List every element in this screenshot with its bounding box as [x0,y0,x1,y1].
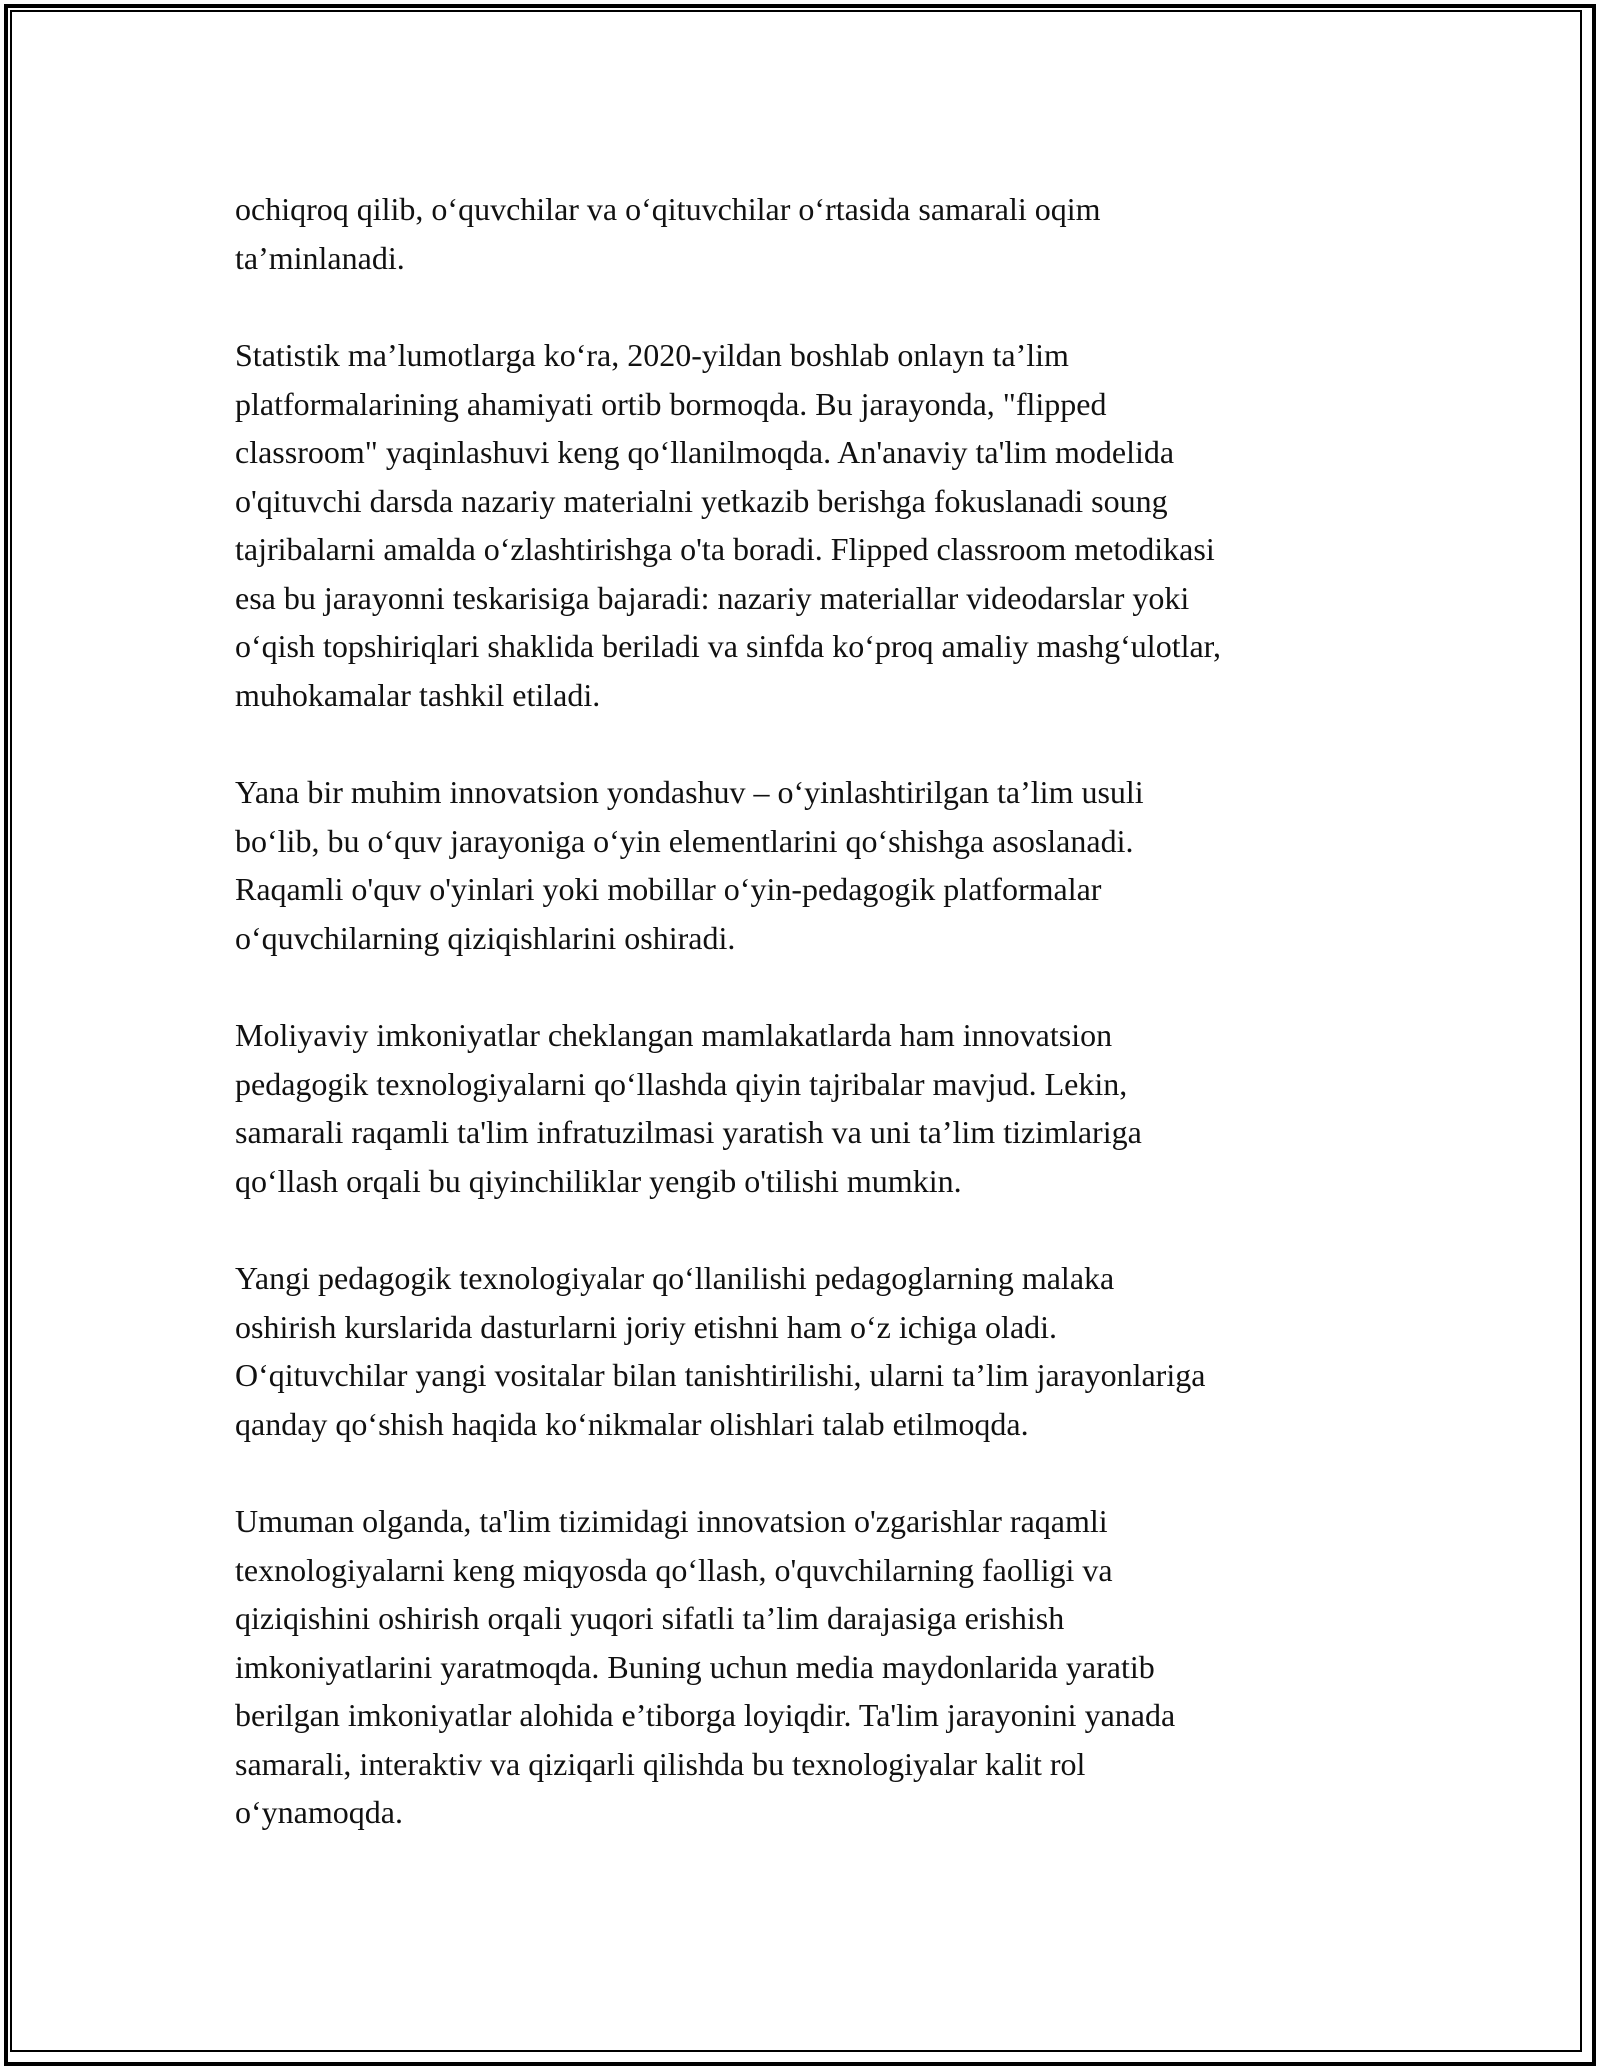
text-line: qiziqishini oshirish orqali yuqori sifatli ta’lim darajasiga erishish [235,1600,1065,1636]
text-line: Moliyaviy imkoniyatlar cheklangan mamlakatlarda ham innovatsion [235,1017,1113,1053]
paragraph-1 [235,185,1395,282]
paragraph-4 [235,1011,1395,1205]
text-line: classroom" yaqinlashuvi keng qo‘llanilmoqda. An'anaviy ta'lim modelida [235,434,1175,470]
document-body [235,185,1395,1886]
text-line: bo‘lib, bu o‘quv jarayoniga o‘yin elementlarini qo‘shishga asoslanadi. [235,822,1134,859]
text-line: Statistik ma’lumotlarga ko‘ra, 2020-yildan boshlab onlayn ta’lim [235,337,1069,373]
text-line: O‘qituvchilar yangi vositalar bilan tanishtirilishi, ularni ta’lim jarayonlariga [235,1357,1206,1393]
text-line: qo‘llash orqali bu qiyinchiliklar yengib o'tilishi mumkin. [235,1162,962,1199]
paragraph-5 [235,1254,1395,1448]
text-line: ta’minlanadi. [235,239,405,276]
text-line: Yana bir muhim innovatsion yondashuv – o‘yinlashtirilgan ta’lim usuli [235,774,1144,810]
text-line: o‘qish topshiriqlari shaklida beriladi va sinfda ko‘proq amaliy mashg‘ulotlar, [235,628,1222,664]
paragraph-2 [235,331,1395,719]
paragraph-3 [235,768,1395,962]
paragraph-6 [235,1497,1395,1837]
text-line: muhokamalar tashkil etiladi. [235,676,601,713]
text-line: ochiqroq qilib, o‘quvchilar va o‘qituvchilar o‘rtasida samarali oqim [235,191,1101,227]
text-line: qanday qo‘shish haqida ko‘nikmalar olishlari talab etilmoqda. [235,1405,1029,1442]
text-line: oshirish kurslarida dasturlarni joriy etishni ham o‘z ichiga oladi. [235,1308,1058,1345]
text-line: o‘ynamoqda. [235,1794,403,1830]
text-line: Yangi pedagogik texnologiyalar qo‘llanilishi pedagoglarning malaka [235,1260,1115,1296]
text-line: pedagogik texnologiyalarni qo‘llashda qiyin tajribalar mavjud. Lekin, [235,1065,1128,1102]
text-line: samarali raqamli ta'lim infratuzilmasi yaratish va uni ta’lim tizimlariga [235,1114,1142,1150]
text-line: berilgan imkoniyatlar alohida e’tiborga loyiqdir. Ta'lim jarayonini yanada [235,1697,1176,1733]
text-line: esa bu jarayonni teskarisiga bajaradi: nazariy materiallar videodarslar yoki [235,579,1190,616]
text-line: texnologiyalarni keng miqyosda qo‘llash, o'quvchilarning faolligi va [235,1551,1113,1588]
text-line: tajribalarni amalda o‘zlashtirishga o'ta boradi. Flipped classroom metodikasi [235,531,1215,567]
text-line: Raqamli o'quv o'yinlari yoki mobillar o‘yin-pedagogik platformalar [235,871,1102,907]
text-line: platformalarining ahamiyati ortib bormoqda. Bu jarayonda, "flipped [235,385,1107,422]
text-line: imkoniyatlarini yaratmoqda. Buning uchun media maydonlarida yaratib [235,1648,1155,1685]
text-line: Umuman olganda, ta'lim tizimidagi innovatsion o'zgarishlar raqamli [235,1503,1108,1539]
text-line: o‘quvchilarning qiziqishlarini oshiradi. [235,919,736,956]
text-line: samarali, interaktiv va qiziqarli qilishda bu texnologiyalar kalit rol [235,1745,1086,1782]
text-line: o'qituvchi darsda nazariy materialni yetkazib berishga fokuslanadi soung [235,482,1168,519]
